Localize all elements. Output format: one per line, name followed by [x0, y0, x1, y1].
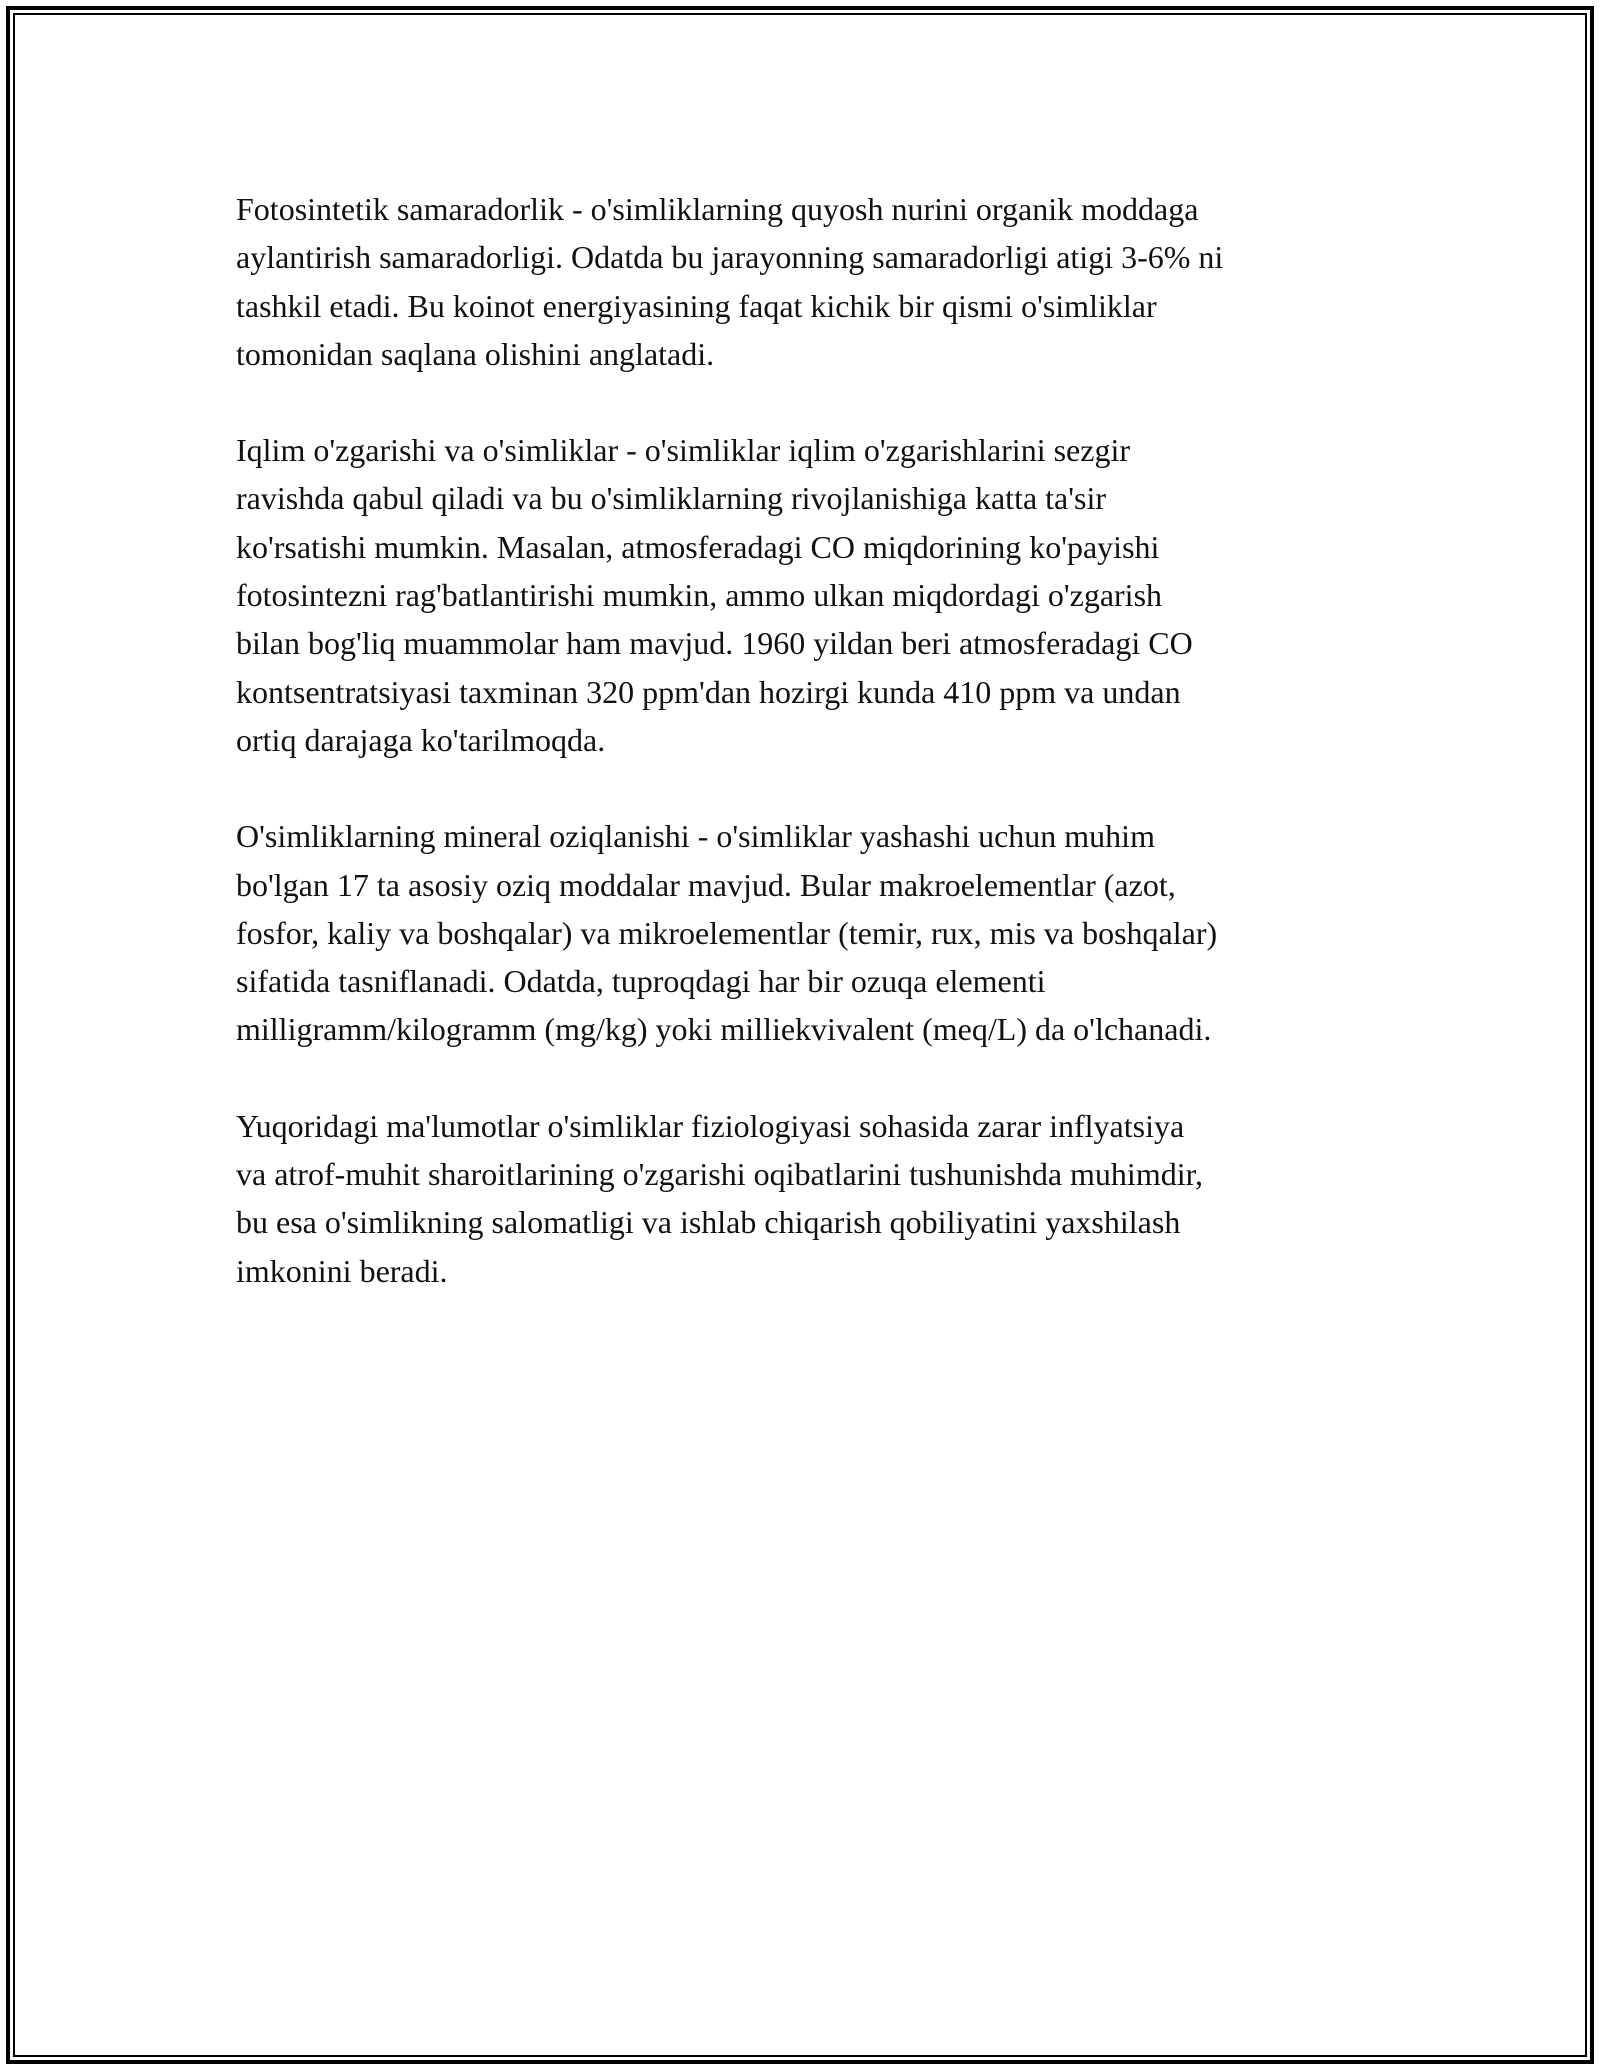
paragraph-photosynthetic-efficiency	[236, 185, 1376, 378]
text-line: Iqlim o'zgarishi va o'simliklar - o'simliklar iqlim o'zgarishlarini sezgir	[236, 432, 1130, 469]
text-line: bu esa o'simlikning salomatligi va ishlab chiqarish qobiliyatini yaxshilash	[236, 1204, 1181, 1241]
paragraph-climate-change	[236, 426, 1376, 764]
text-line: fosfor, kaliy va boshqalar) va mikroelementlar (temir, rux, mis va boshqalar)	[236, 914, 1218, 951]
text-line: Yuqoridagi ma'lumotlar o'simliklar fiziologiyasi sohasida zarar inflyatsiya	[236, 1107, 1185, 1144]
text-line: O'simliklarning mineral oziqlanishi - o'simliklar yashashi uchun muhim	[236, 818, 1155, 855]
paragraph-mineral-nutrition	[236, 812, 1376, 1053]
text-line: kontsentratsiyasi taxminan 320 ppm'dan hozirgi kunda 410 ppm va undan	[236, 673, 1181, 710]
text-line: tashkil etadi. Bu koinot energiyasining faqat kichik bir qismi o'simliklar	[236, 287, 1157, 324]
text-line: ravishda qabul qiladi va bu o'simliklarning rivojlanishiga katta ta'sir	[236, 480, 1107, 517]
paragraph-conclusion	[236, 1102, 1376, 1295]
text-line: bo'lgan 17 ta asosiy oziq moddalar mavjud. Bular makroelementlar (azot,	[236, 866, 1176, 903]
text-line: imkonini beradi.	[236, 1252, 448, 1289]
text-line: sifatida tasniflanadi. Odatda, tuproqdagi har bir ozuqa elementi	[236, 963, 1046, 1000]
text-line: fotosintezni rag'batlantirishi mumkin, ammo ulkan miqdordagi o'zgarish	[236, 577, 1163, 614]
text-line: ko'rsatishi mumkin. Masalan, atmosferadagi CO miqdorining ko'payishi	[236, 528, 1160, 565]
text-line: va atrof-muhit sharoitlarining o'zgarishi oqibatlarini tushunishda muhimdir,	[236, 1156, 1203, 1193]
text-line: Fotosintetik samaradorlik - o'simliklarning quyosh nurini organik moddaga	[236, 191, 1199, 227]
text-line: ortiq darajaga ko'tarilmoqda.	[236, 721, 606, 758]
text-line: milligramm/kilogramm (mg/kg) yoki milliekvivalent (meq/L) da o'lchanadi.	[236, 1011, 1212, 1048]
document-body	[236, 185, 1376, 1343]
text-line: bilan bog'liq muammolar ham mavjud. 1960 yildan beri atmosferadagi CO	[236, 625, 1193, 662]
text-line: aylantirish samaradorligi. Odatda bu jarayonning samaradorligi atigi 3-6% ni	[236, 239, 1224, 276]
text-line: tomonidan saqlana olishini anglatadi.	[236, 335, 715, 372]
